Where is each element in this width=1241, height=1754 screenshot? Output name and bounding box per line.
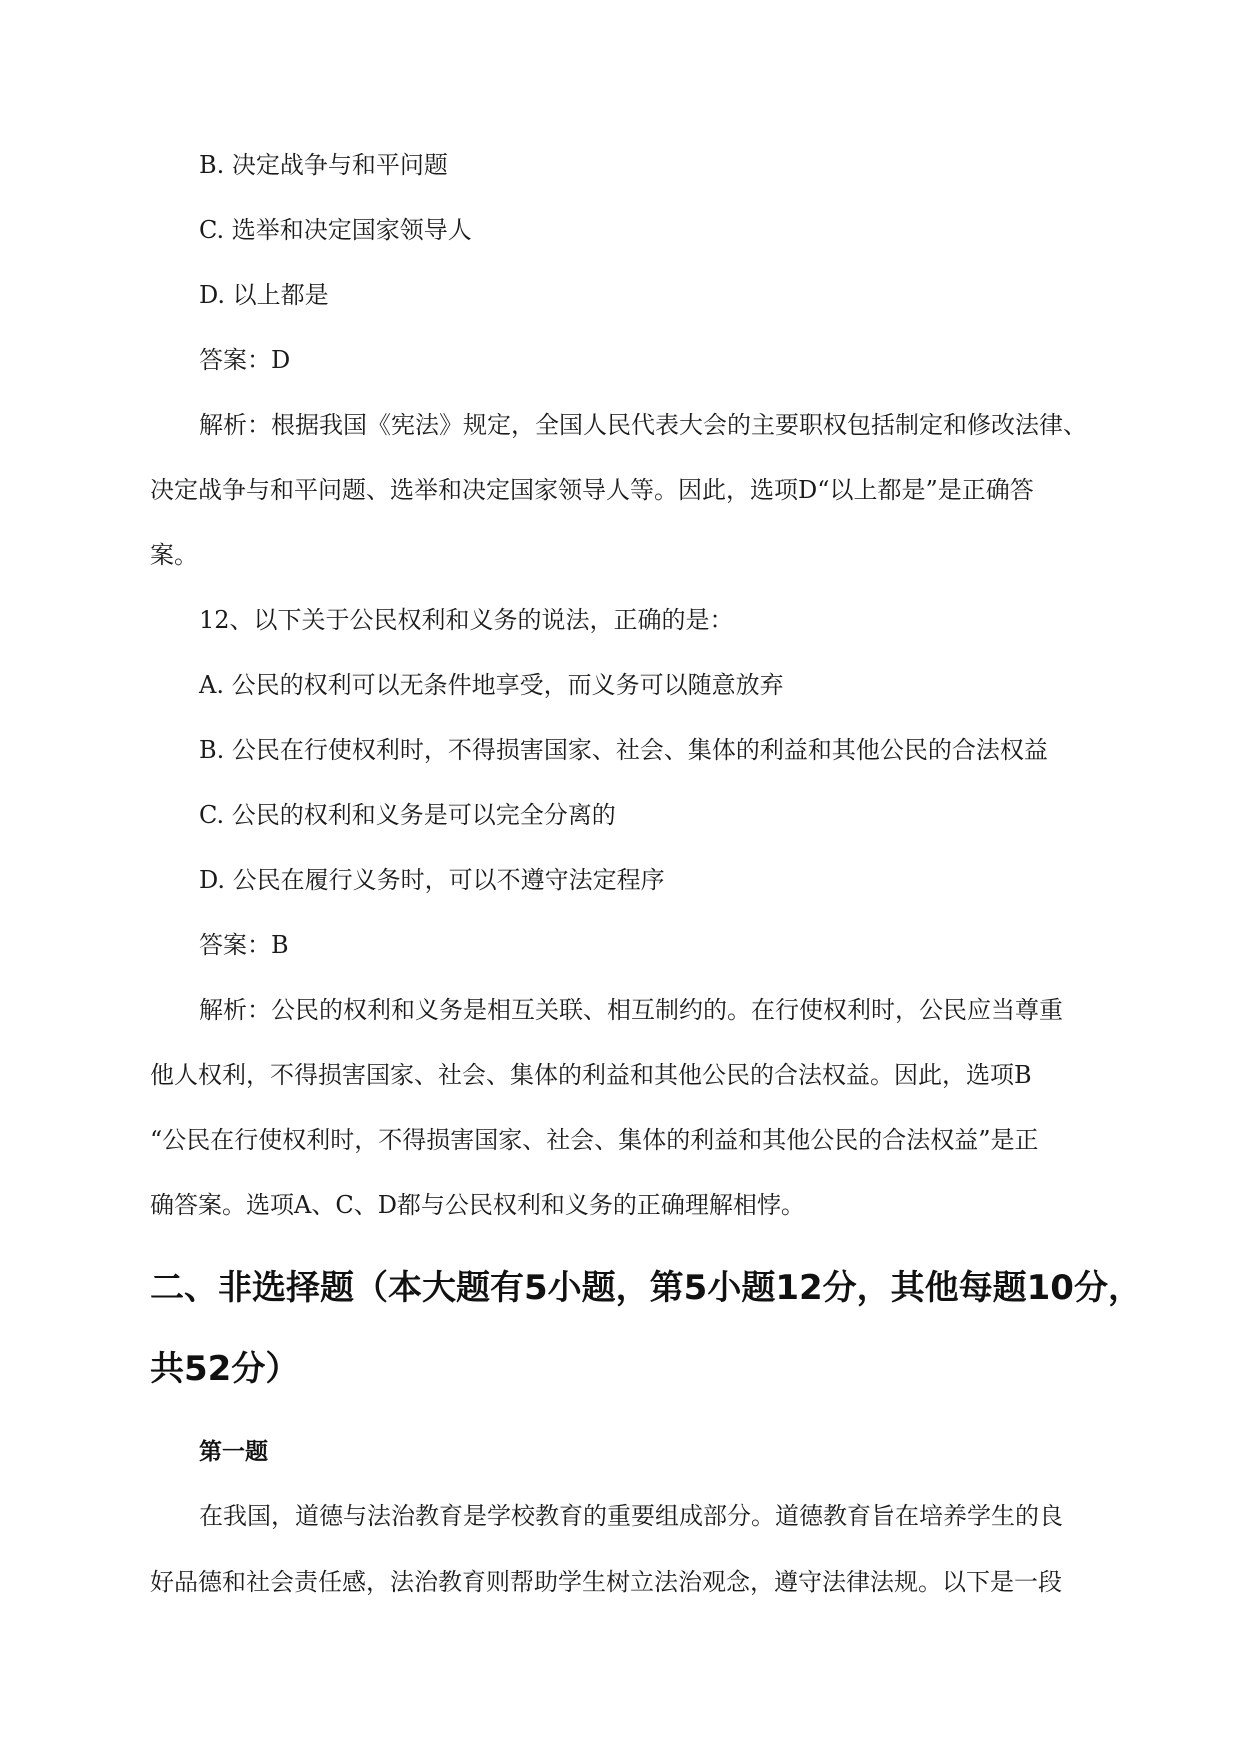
first-question-title: 第一题 — [199, 1439, 268, 1465]
q12-analysis-line-2: 他人权利，不得损害国家、社会、集体的利益和其他公民的合法权益。因此，选项B — [150, 1061, 1032, 1089]
intro-line-2: 好品德和社会责任感，法治教育则帮助学生树立法治观念，遵守法律法规。以下是一段 — [150, 1568, 1062, 1596]
q12-answer: 答案：B — [199, 931, 289, 959]
q12-analysis-line-4: 确答案。选项A、C、D都与公民权利和义务的正确理解相悖。 — [150, 1191, 805, 1219]
q12-analysis-line-1: 解析：公民的权利和义务是相互关联、相互制约的。在行使权利时，公民应当尊重 — [199, 996, 1063, 1024]
q11-option-d: D. 以上都是 — [199, 281, 329, 309]
q11-analysis-line-3: 案。 — [150, 541, 198, 569]
q12-option-d: D. 公民在履行义务时，可以不遵守法定程序 — [199, 866, 665, 894]
section-heading-line-2: 共52分） — [150, 1349, 300, 1389]
q11-analysis-line-2: 决定战争与和平问题、选举和决定国家领导人等。因此，选项D“以上都是”是正确答 — [150, 476, 1034, 504]
q12-option-b: B. 公民在行使权利时，不得损害国家、社会、集体的利益和其他公民的合法权益 — [199, 736, 1048, 764]
q12-analysis-line-3: “公民在行使权利时，不得损害国家、社会、集体的利益和其他公民的合法权益”是正 — [150, 1126, 1039, 1154]
q12-option-a: A. 公民的权利可以无条件地享受，而义务可以随意放弃 — [199, 671, 784, 699]
q11-analysis-line-1: 解析：根据我国《宪法》规定，全国人民代表大会的主要职权包括制定和修改法律、 — [199, 411, 1087, 439]
q12-question: 12、以下关于公民权利和义务的说法，正确的是： — [199, 606, 734, 634]
section-heading-line-1: 二、非选择题（本大题有5小题，第5小题12分，其他每题10分， — [150, 1268, 1142, 1308]
q11-option-c: C. 选举和决定国家领导人 — [199, 216, 472, 244]
q12-option-c: C. 公民的权利和义务是可以完全分离的 — [199, 801, 616, 829]
q11-option-b: B. 决定战争与和平问题 — [199, 151, 448, 179]
intro-line-1: 在我国，道德与法治教育是学校教育的重要组成部分。道德教育旨在培养学生的良 — [199, 1502, 1063, 1530]
q11-answer: 答案：D — [199, 346, 291, 374]
